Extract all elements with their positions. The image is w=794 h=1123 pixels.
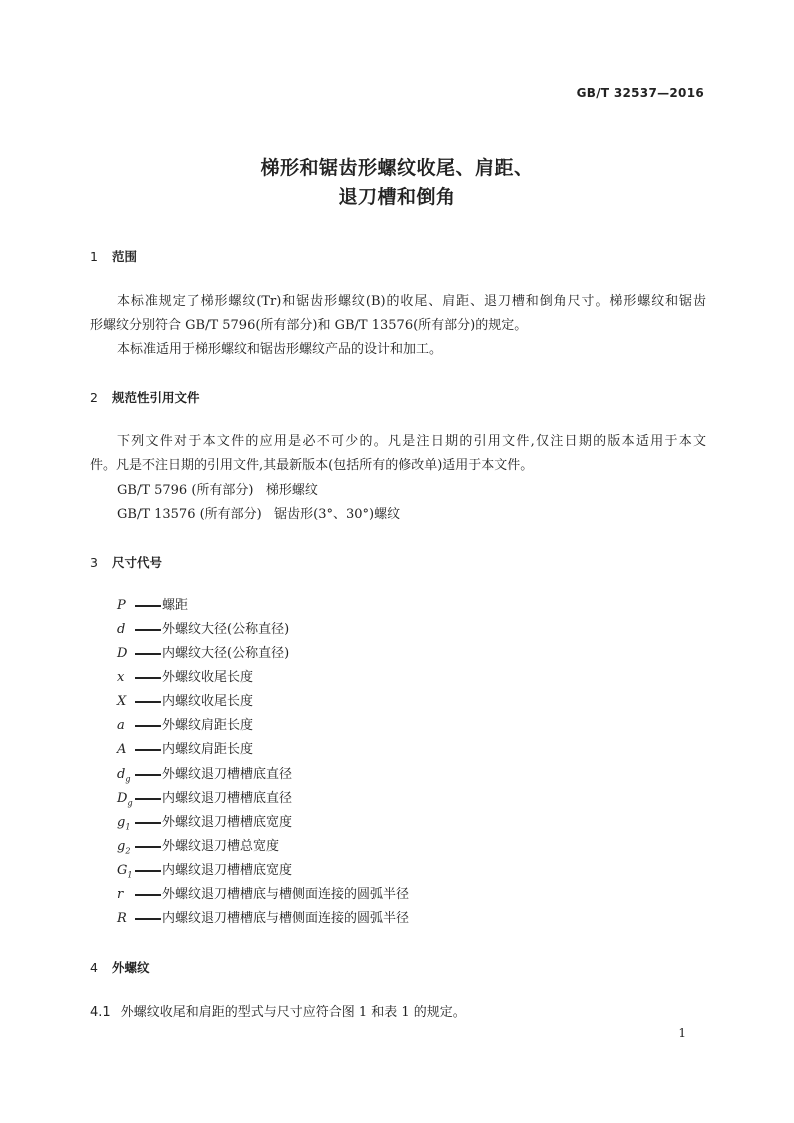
section-2-number: 2: [90, 390, 98, 405]
symbol-subscript: 1: [125, 822, 131, 832]
dash-separator: [135, 629, 161, 631]
section-1-para2: 本标准适用于梯形螺纹和锯齿形螺纹产品的设计和加工。: [117, 342, 443, 357]
clause-4-1-text: 外螺纹收尾和肩距的型式与尺寸应符合图 1 和表 1 的规定。: [120, 1005, 466, 1020]
section-1-para1-line2: 形螺纹分别符合 GB/T 5796(所有部分)和 GB/T 13576(所有部分)的规定。: [90, 318, 528, 333]
dash-separator: [135, 774, 161, 776]
document-title-line1: 梯形和锯齿形螺纹收尾、肩距、: [260, 157, 534, 179]
symbol: r: [117, 887, 124, 902]
symbol-description: 外螺纹退刀槽总宽度: [162, 839, 280, 854]
section-1-para1-line1: 本标准规定了梯形螺纹(Tr)和锯齿形螺纹(B)的收尾、肩距、退刀槽和倒角尺寸。梯形螺纹和锯齿: [117, 294, 706, 309]
dash-separator: [135, 846, 161, 848]
section-3-title: 尺寸代号: [112, 555, 163, 570]
symbol-description: 内螺纹退刀槽槽底直径: [162, 791, 293, 806]
dash-separator: [135, 894, 161, 896]
symbol: d: [117, 767, 126, 782]
symbol-item: [117, 883, 409, 907]
section-4-heading: [90, 958, 150, 976]
section-1-number: 1: [90, 249, 98, 264]
symbol-item: [117, 714, 253, 738]
symbol: g: [117, 839, 126, 854]
symbol-description: 外螺纹退刀槽槽底直径: [162, 767, 293, 782]
symbol: G: [117, 863, 128, 878]
symbol-item: [117, 811, 292, 835]
dash-separator: [135, 725, 161, 727]
symbol-item: [117, 738, 253, 762]
clause-4-1-number: 4.1: [90, 1005, 111, 1020]
section-1-heading: [90, 247, 137, 265]
section-4-number: 4: [90, 960, 98, 975]
section-1-title: 范围: [112, 249, 138, 264]
symbol-item: [117, 907, 409, 931]
dash-separator: [135, 677, 161, 679]
symbol-item: [117, 594, 188, 618]
symbol: a: [117, 718, 125, 733]
symbol-description: 外螺纹退刀槽槽底宽度: [162, 815, 293, 830]
document-title-line2: 退刀槽和倒角: [338, 186, 456, 208]
clause-4-1: [90, 1001, 466, 1020]
dash-separator: [135, 798, 161, 800]
symbol-subscript: g: [125, 774, 131, 784]
section-3-heading: [90, 553, 162, 571]
dash-separator: [135, 749, 161, 751]
section-3-number: 3: [90, 555, 98, 570]
symbol-description: 外螺纹肩距长度: [162, 718, 254, 733]
symbol-description: 内螺纹退刀槽槽底与槽侧面连接的圆弧半径: [162, 911, 410, 926]
symbol-subscript: 2: [125, 846, 131, 856]
symbol: P: [117, 598, 126, 613]
symbol: d: [117, 622, 126, 637]
symbol-description: 外螺纹退刀槽槽底与槽侧面连接的圆弧半径: [162, 887, 410, 902]
dash-separator: [135, 918, 161, 920]
reference-item-2: GB/T 13576 (所有部分) 锯齿形(3°、30°)螺纹: [117, 507, 401, 522]
section-2-para1-line2: 件。凡是不注日期的引用文件,其最新版本(包括所有的修改单)适用于本文件。: [90, 458, 534, 473]
symbol-item: [117, 787, 292, 811]
dash-separator: [135, 870, 161, 872]
symbol-subscript: g: [127, 798, 133, 808]
dash-separator: [135, 701, 161, 703]
symbol: X: [117, 694, 127, 709]
symbol-item: [117, 642, 289, 666]
symbol-description: 内螺纹大径(公称直径): [162, 646, 290, 661]
section-4-title: 外螺纹: [112, 960, 150, 975]
symbol-item: [117, 859, 292, 883]
symbol: D: [117, 791, 128, 806]
section-2-para1-line1: 下列文件对于本文件的应用是必不可少的。凡是注日期的引用文件,仅注日期的版本适用于本文: [117, 434, 706, 449]
symbol-item: [117, 618, 289, 642]
symbol: A: [117, 742, 127, 757]
symbol: x: [117, 670, 125, 685]
symbol-item: [117, 763, 292, 787]
symbol-description: 外螺纹大径(公称直径): [162, 622, 290, 637]
dash-separator: [135, 653, 161, 655]
symbol-description: 螺距: [162, 598, 189, 613]
symbol-description: 内螺纹收尾长度: [162, 694, 254, 709]
dash-separator: [135, 822, 161, 824]
page-number: 1: [678, 1026, 686, 1040]
symbol: R: [117, 911, 127, 926]
symbol-item: [117, 690, 253, 714]
dash-separator: [135, 605, 161, 607]
section-2-heading: [90, 388, 200, 406]
symbol-item: [117, 666, 253, 690]
symbol-description: 内螺纹肩距长度: [162, 742, 254, 757]
section-2-title: 规范性引用文件: [112, 390, 200, 405]
symbol: g: [117, 815, 126, 830]
symbol-description: 外螺纹收尾长度: [162, 670, 254, 685]
symbol: D: [117, 646, 128, 661]
symbol-description: 内螺纹退刀槽槽底宽度: [162, 863, 293, 878]
symbol-item: [117, 835, 279, 859]
reference-item-1: GB/T 5796 (所有部分) 梯形螺纹: [117, 483, 318, 498]
symbol-subscript: 1: [127, 870, 133, 880]
document-code: GB/T 32537—2016: [576, 86, 704, 100]
